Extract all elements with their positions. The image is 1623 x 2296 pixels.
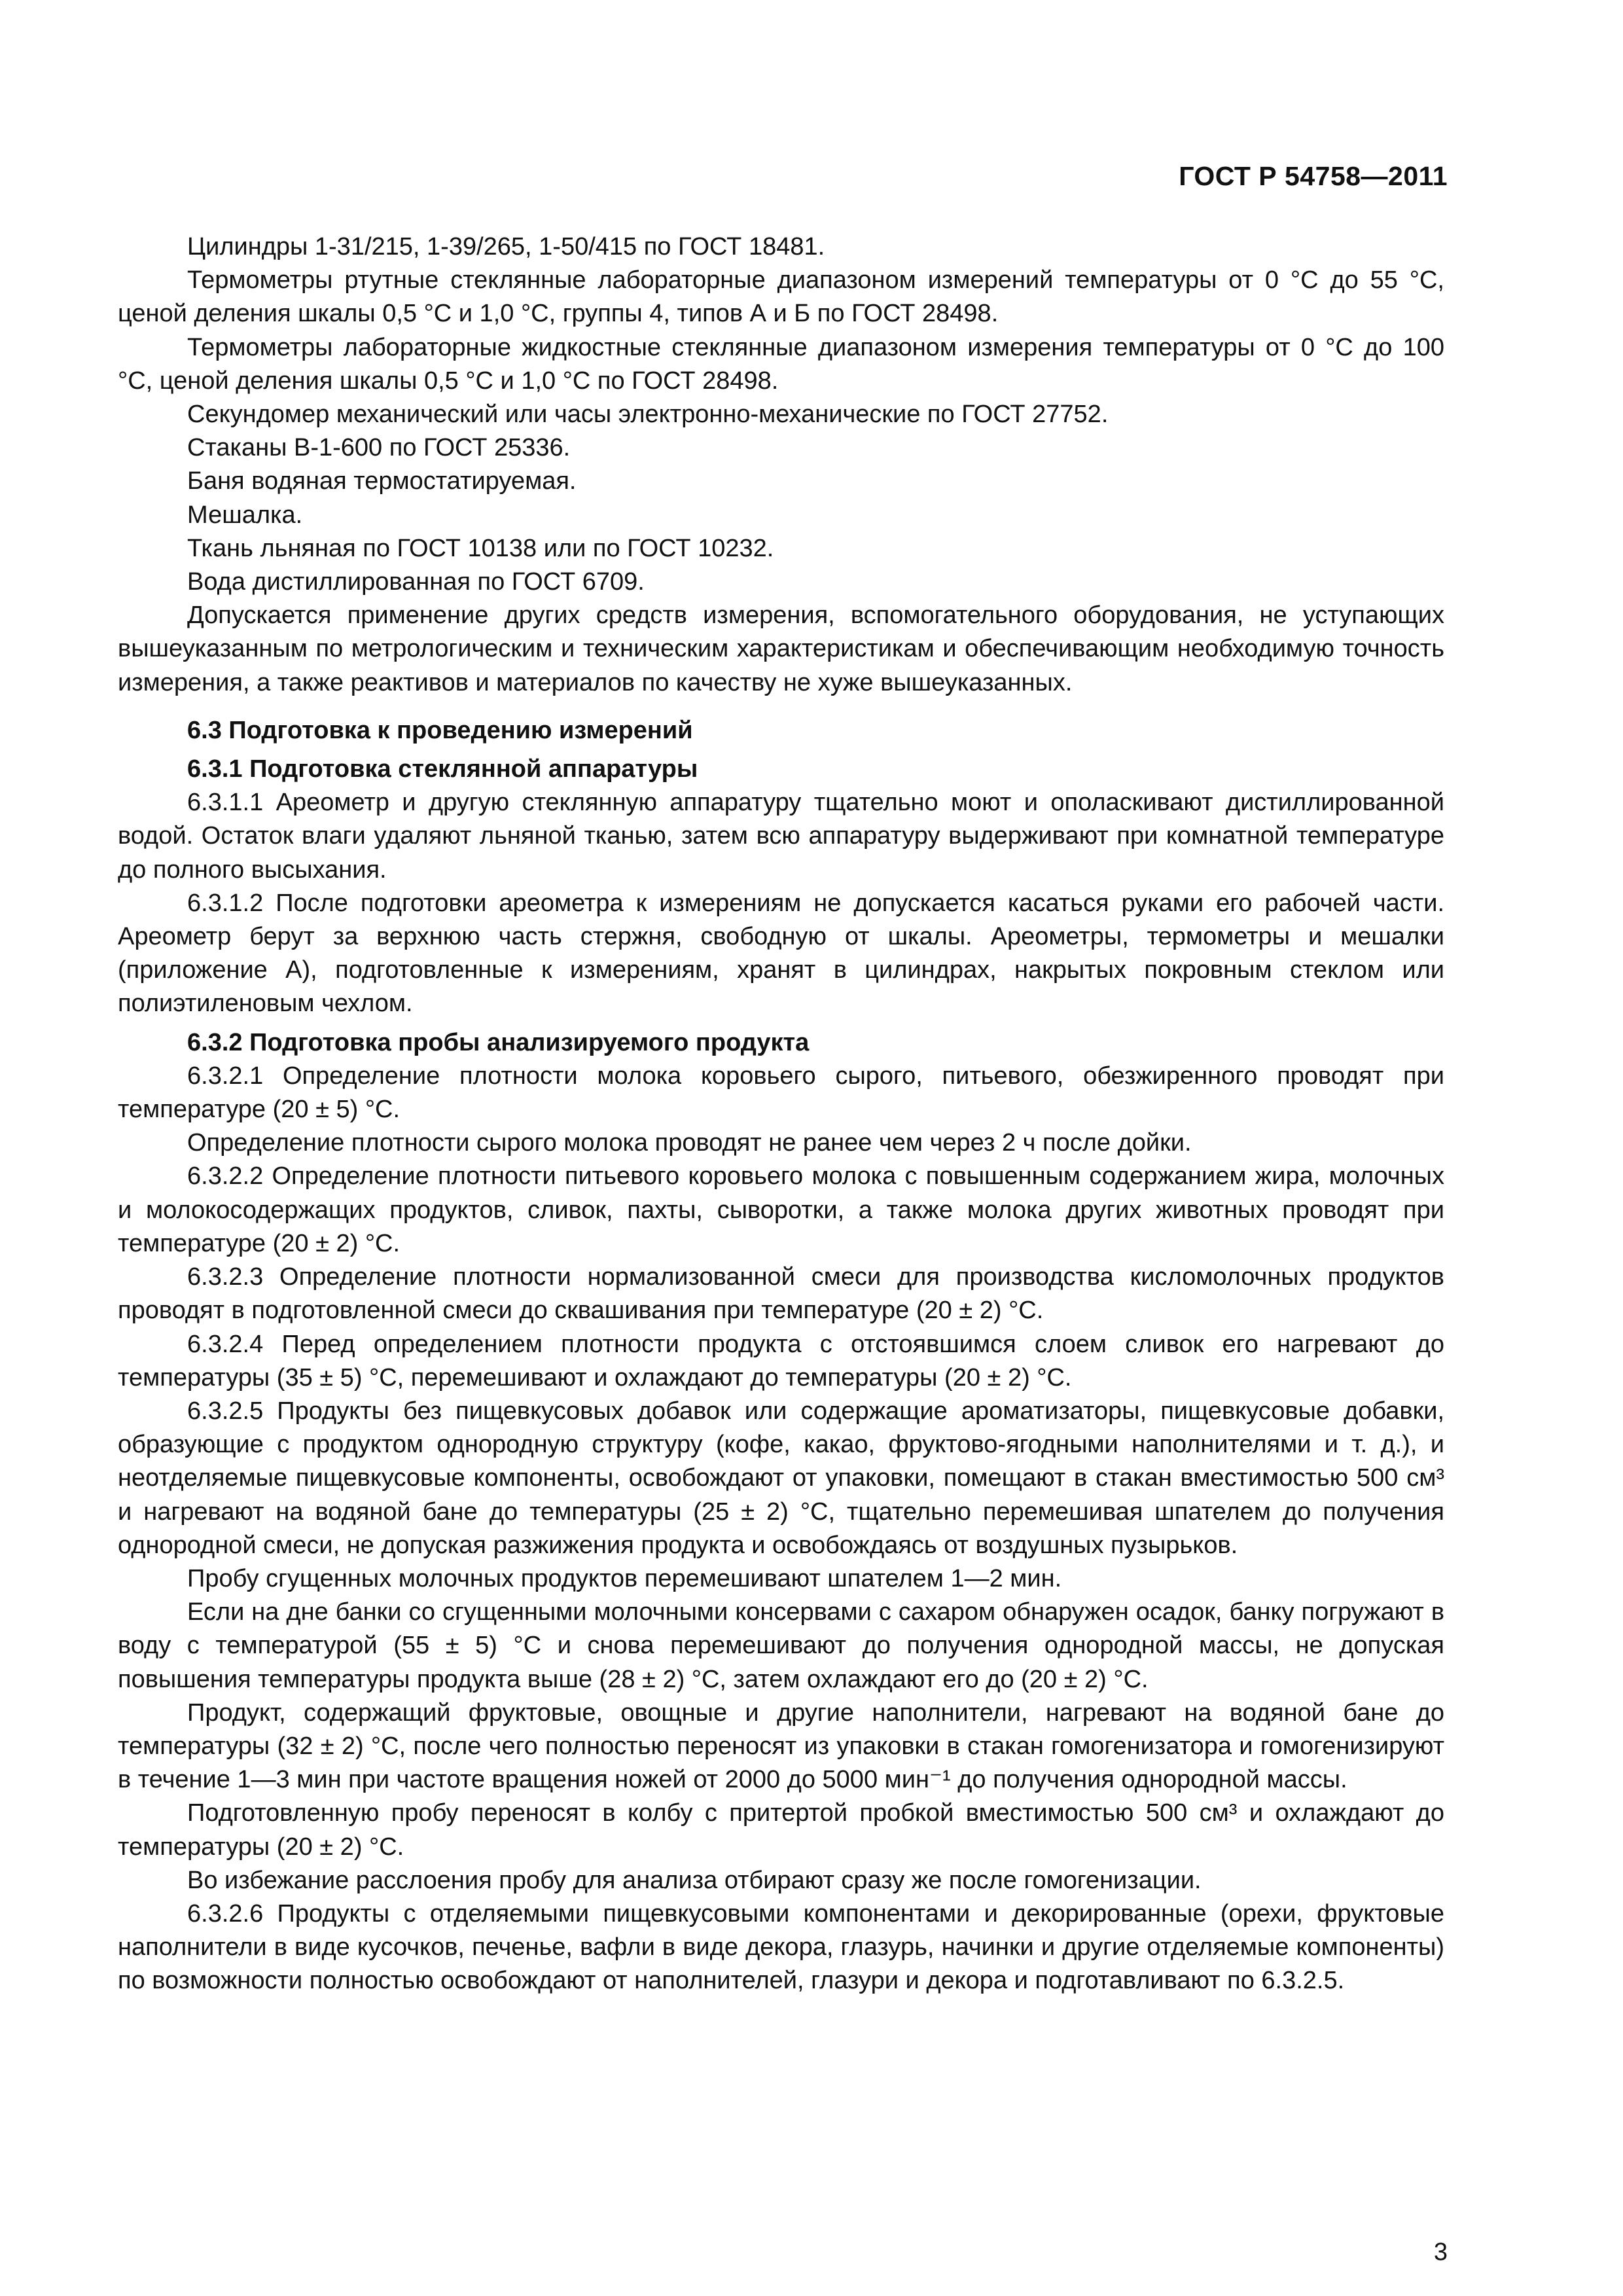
- paragraph: Термометры ртутные стеклянные лабораторные диапазоном измерений температуры от 0 °С до 55 °С, ценой деления шкалы 0,5 °С и 1,0 °С, группы 4, типов А и Б по ГОСТ 28498.: [118, 266, 1444, 328]
- paragraph: Цилиндры 1-31/215, 1-39/265, 1-50/415 по ГОСТ 18481.: [187, 233, 825, 260]
- paragraph: Во избежание расслоения пробу для анализа отбирают сразу же после гомогенизации.: [187, 1866, 1202, 1894]
- section-heading-6-3-1: 6.3.1 Подготовка стеклянной аппаратуры: [187, 755, 698, 783]
- paragraph: Подготовленную пробу переносят в колбу с притертой пробкой вместимостью 500 см³ и охлаждают до температуры (20 ± 2) °С.: [118, 1799, 1444, 1861]
- paragraph: Термометры лабораторные жидкостные стеклянные диапазоном измерения температуры от 0 °С до 100 °С, ценой деления шкалы 0,5 °С и 1,0 °С по ГОСТ 28498.: [118, 333, 1444, 395]
- paragraph: Продукт, содержащий фруктовые, овощные и другие наполнители, нагревают на водяной бане до температуры (32 ± 2) °С, после чего полностью переносят из упаковки в стакан гомогенизатора и гомогенизируют в течение 1—3 мин при частоте вращения ножей от 2000 до 5000 мин⁻¹ до получения однородной массы.: [118, 1698, 1444, 1794]
- document-header-id: ГОСТ Р 54758—2011: [1179, 161, 1448, 191]
- paragraph: 6.3.2.4 Перед определением плотности продукта с отстоявшимся слоем сливок его нагревают до температуры (35 ± 5) °С, перемешивают и охлаждают до температуры (20 ± 2) °С.: [118, 1330, 1444, 1391]
- section-heading-6-3: 6.3 Подготовка к проведению измерений: [187, 716, 693, 744]
- paragraph: Секундомер механический или часы электронно-механические по ГОСТ 27752.: [187, 401, 1109, 429]
- paragraph: Определение плотности сырого молока проводят не ранее чем через 2 ч после дойки.: [187, 1129, 1192, 1157]
- paragraph: Допускается применение других средств измерения, вспомогательного оборудования, не уступающих вышеуказанным по метрологическим и техническим характеристикам и обеспечивающим необходимую точность измерения, а также реактивов и материалов по качеству не хуже вышеуказанных.: [118, 601, 1444, 696]
- paragraph: Баня водяная термостатируемая.: [187, 467, 577, 495]
- paragraph: Если на дне банки со сгущенными молочными консервами с сахаром обнаружен осадок, банку погружают в воду с температурой (55 ± 5) °С и снова перемешивают до получения однородной массы, не допуская повышения температуры продукта выше (28 ± 2) °С, затем охлаждают его до (20 ± 2) °С.: [118, 1598, 1444, 1693]
- paragraph: 6.3.2.2 Определение плотности питьевого коровьего молока с повышенным содержанием жира, молочных и молокосодержащих продуктов, сливок, пахты, сыворотки, а также молока других животных проводят при температуре (20 ± 2) °С.: [118, 1162, 1444, 1257]
- document-body: [118, 230, 1444, 1998]
- paragraph: 6.3.2.6 Продукты с отделяемыми пищевкусовыми компонентами и декорированные (орехи, фруктовые наполнители в виде кусочков, печенье, вафли в виде декора, глазурь, начинки и другие отделяемые компоненты) по возможности полностью освобождают от наполнителей, глазури и декора и подготавливают по 6.3.2.5.: [118, 1899, 1444, 1995]
- paragraph: 6.3.2.3 Определение плотности нормализованной смеси для производства кисломолочных продуктов проводят в подготовленной смеси до сквашивания при температуре (20 ± 2) °С.: [118, 1263, 1444, 1325]
- paragraph: Пробу сгущенных молочных продуктов перемешивают шпателем 1—2 мин.: [187, 1564, 1062, 1592]
- paragraph: 6.3.1.2 После подготовки ареометра к измерениям не допускается касаться руками его рабочей части. Ареометр берут за верхнюю часть стержня, свободную от шкалы. Ареометры, термометры и мешалки (приложение А), подготовленные к измерениям, хранят в цилиндрах, накрытых покровным стеклом или полиэтиленовым чехлом.: [118, 889, 1444, 1018]
- paragraph: 6.3.1.1 Ареометр и другую стеклянную аппаратуру тщательно моют и ополаскивают дистиллированной водой. Остаток влаги удаляют льняной тканью, затем всю аппаратуру выдерживают при комнатной температуре до полного высыхания.: [118, 789, 1444, 884]
- page-number: 3: [1433, 2238, 1448, 2266]
- paragraph: Стаканы В-1-600 по ГОСТ 25336.: [187, 434, 571, 462]
- paragraph: 6.3.2.1 Определение плотности молока коровьего сырого, питьевого, обезжиренного проводят при температуре (20 ± 5) °С.: [118, 1062, 1444, 1124]
- paragraph: 6.3.2.5 Продукты без пищевкусовых добавок или содержащие ароматизаторы, пищевкусовые добавки, образующие с продуктом однородную структуру (кофе, какао, фруктово-ягодными наполнителями и т. д.), и неотделяемые пищевкусовые компоненты, освобождают от упаковки, помещают в стакан вместимостью 500 см³ и нагревают на водяной бане до температуры (25 ± 2) °С, тщательно перемешивая шпателем до получения однородной смеси, не допуская разжижения продукта и освобождаясь от воздушных пузырьков.: [118, 1397, 1444, 1559]
- paragraph: Ткань льняная по ГОСТ 10138 или по ГОСТ 10232.: [187, 534, 774, 562]
- paragraph: Мешалка.: [187, 501, 303, 529]
- section-heading-6-3-2: 6.3.2 Подготовка пробы анализируемого продукта: [187, 1028, 810, 1056]
- paragraph: Вода дистиллированная по ГОСТ 6709.: [187, 568, 645, 596]
